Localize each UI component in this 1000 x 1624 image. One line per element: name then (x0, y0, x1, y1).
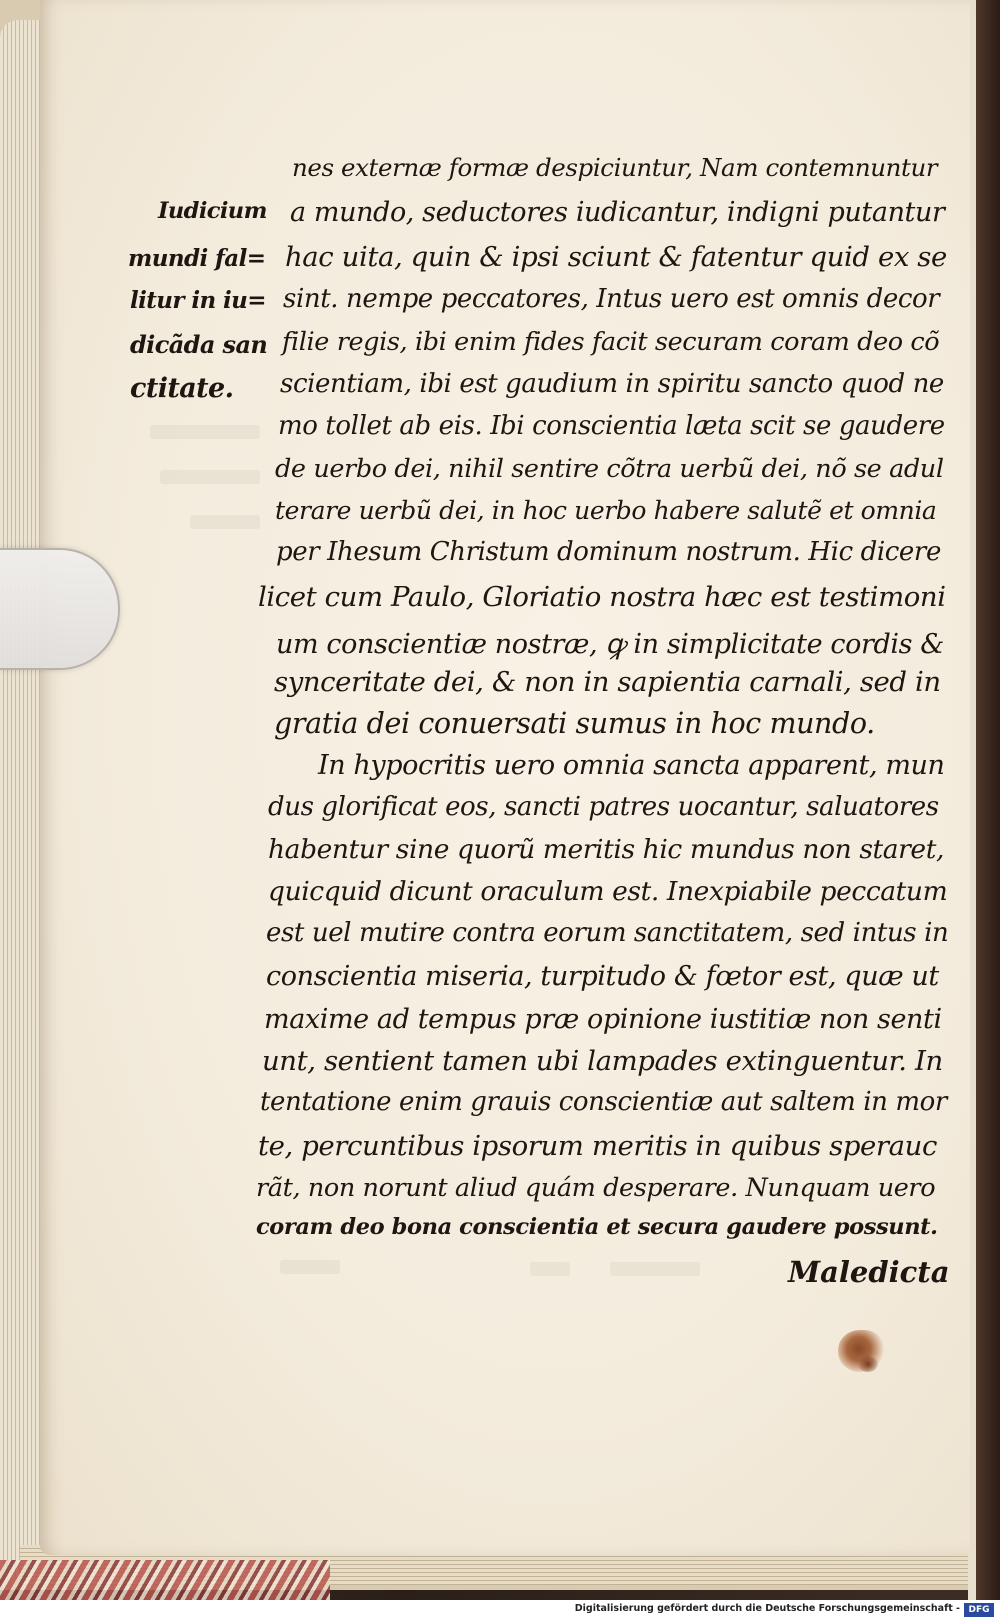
text-line: In hypocritis uero omnia sancta apparent, mun (318, 750, 945, 781)
margin-line: litur in iu= (130, 287, 266, 314)
text-line: licet cum Paulo, Gloriatio nostra hæc est testimoni (258, 581, 946, 613)
text-line: hac uita, quin & ipsi sciunt & fatentur quid ex se (285, 241, 947, 273)
show-through-mark (190, 515, 260, 529)
margin-line: Iudicium (158, 198, 267, 224)
text-line: maxime ad tempus præ opinione iustitiæ non senti (264, 1004, 942, 1035)
text-line: scientiam, ibi est gaudium in spiritu sancto quod ne (280, 369, 944, 399)
text-line: rãt, non norunt aliud quám desperare. Nunquam uero (256, 1173, 936, 1203)
text-line: quicquid dicunt oraculum est. Inexpiabile peccatum (268, 876, 948, 907)
foxing-stain (858, 1356, 878, 1372)
margin-line: mundi fal= (128, 245, 266, 272)
text-line: tentatione enim grauis conscientiæ aut saltem in mor (260, 1087, 947, 1117)
funding-credit: Digitalisierung gefördert durch die Deutsche Forschungsgemeinschaft - (574, 1603, 960, 1614)
text-line: gratia dei conuersati sumus in hoc mundo. (274, 707, 875, 740)
page-edges-left (0, 20, 44, 1580)
show-through-mark (610, 1262, 700, 1276)
show-through-mark (530, 1262, 570, 1276)
text-line: synceritate dei, & non in sapientia carnali, sed in (274, 666, 941, 698)
catchword: Maledicta (788, 1255, 950, 1289)
text-line: filie regis, ibi enim fides facit securam coram deo cõ (282, 327, 940, 357)
text-line: mo tollet ab eis. Ibi conscientia læta scit se gaudere (278, 411, 945, 441)
margin-line: ctitate. (130, 373, 234, 404)
text-line: unt, sentient tamen ubi lampades extinguentur. In (262, 1045, 943, 1077)
text-line: per Ihesum Christum dominum nostrum. Hic dicere (276, 537, 941, 567)
text-line: coram deo bona conscientia et secura gaudere possunt. (256, 1214, 938, 1240)
text-line: conscientia miseria, turpitudo & fœtor est, quæ ut (266, 961, 939, 992)
text-line: terare uerbũ dei, in hoc uerbo habere salutẽ et omnia (275, 496, 937, 525)
text-line: nes externæ formæ despiciuntur, Nam contemnuntur (292, 153, 938, 182)
text-line: de uerbo dei, nihil sentire cõtra uerbũ dei, nõ se adul (275, 454, 944, 484)
text-line: um conscientiæ nostræ, ꝙ in simplicitate cordis & (276, 629, 944, 660)
marbled-endpaper (0, 1560, 330, 1600)
scanner-clip (0, 548, 120, 670)
dfg-logo: DFG (964, 1603, 994, 1617)
show-through-mark (160, 470, 260, 484)
text-line: habentur sine quorũ meritis hic mundus non staret, (268, 834, 944, 865)
show-through-mark (280, 1260, 340, 1274)
margin-line: dicãda san (130, 330, 268, 359)
text-line: sint. nempe peccatores, Intus uero est omnis decor (283, 284, 940, 314)
show-through-mark (150, 425, 260, 439)
text-line: dus glorificat eos, sancti patres uocantur, saluatores (268, 792, 939, 822)
text-line: est uel mutire contra eorum sanctitatem, sed intus in (266, 918, 949, 948)
text-line: te, percuntibus ipsorum meritis in quibus sperauc (258, 1130, 937, 1162)
text-line: a mundo, seductores iudicantur, indigni putantur (290, 197, 945, 228)
